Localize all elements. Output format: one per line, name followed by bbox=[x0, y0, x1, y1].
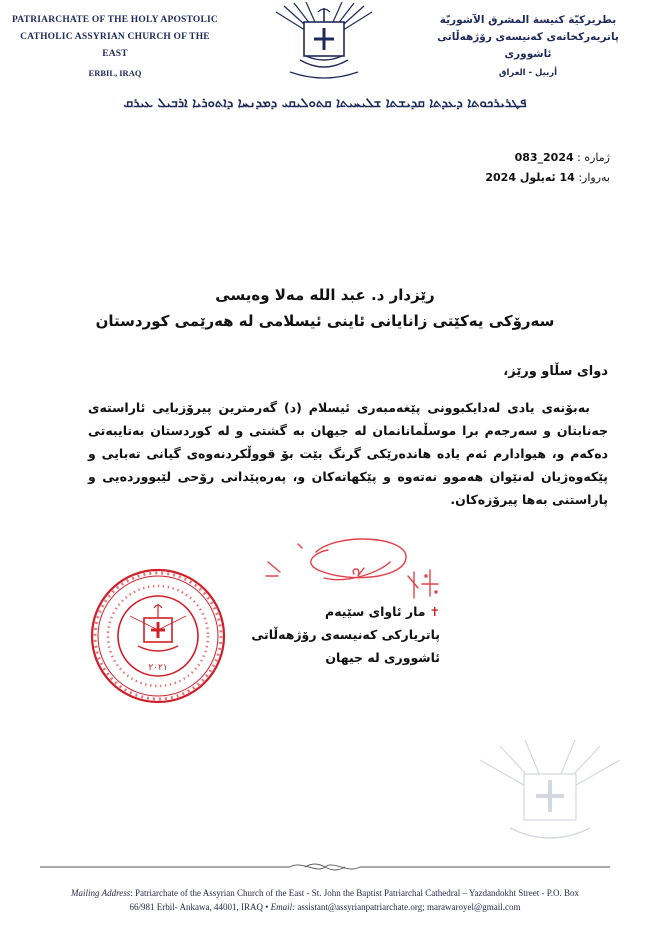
addressee-title: سەرۆکی یەکێتی زانایانی ئاینی ئیسلامی لە هەرێمی کوردستان bbox=[95, 312, 555, 330]
arabic-letterhead bbox=[418, 12, 638, 78]
reference-number-row bbox=[485, 148, 610, 168]
arabic-location: أربيل - العراق bbox=[498, 68, 558, 78]
reference-date-row bbox=[485, 168, 610, 188]
addressee-block bbox=[30, 282, 620, 334]
cross-icon: ✝ bbox=[429, 604, 440, 619]
greeting: دوای سڵاو ورێز، bbox=[503, 364, 608, 379]
reference-block bbox=[485, 148, 610, 188]
footer-divider bbox=[40, 860, 610, 874]
english-letterhead bbox=[10, 12, 220, 78]
signatory-name: مار ئاوای سێیەم bbox=[325, 604, 426, 619]
patriarchal-seal bbox=[88, 566, 228, 706]
addressee-name: رێزدار د. عبد الله مەلا وەیسی bbox=[215, 286, 435, 304]
seal-year: ٢٠٢١ bbox=[148, 663, 168, 673]
handwritten-signature bbox=[258, 532, 448, 604]
signatory-block bbox=[251, 600, 440, 669]
footer-line1 bbox=[20, 886, 630, 900]
patriarchate-emblem bbox=[270, 2, 378, 84]
watermark-emblem bbox=[470, 740, 630, 860]
mailing-address-label: Mailing Address bbox=[71, 888, 131, 898]
english-location: ERBIL, IRAQ bbox=[88, 68, 142, 78]
signatory-name-row bbox=[251, 600, 440, 623]
reference-date-label: بەروار: bbox=[578, 171, 610, 184]
reference-number-value: 2024_083 bbox=[514, 151, 574, 164]
english-title-line2: CATHOLIC ASSYRIAN CHURCH OF THE EAST bbox=[20, 32, 210, 59]
reference-date-value: 14 ئەیلول 2024 bbox=[485, 171, 575, 184]
english-title-line1: PATRIARCHATE OF THE HOLY APOSTOLIC bbox=[12, 15, 218, 25]
signatory-title-line2: ئاشووری لە جیهان bbox=[325, 650, 440, 665]
letter-body: بەبۆنەی یادی لەدایکبوونی پێغەمبەری ئیسلام (د) گەرمترین پیرۆزبایی ئاراستەی جەنابتان و سەرجەم برا موسڵمانانمان لە جیهان بە گشتی و لە کوردستان بەتایبەتی دەکەم و، هیوادارم ئەم یادە هاندەرێکی گرنگ بێت بۆ قووڵکردنەوەی گیانی تەبایی و پێکەوەژیان لەنێوان هەموو نەتەوە و پێکهاتەکان و، پەرەپێدانی رۆحی لێبووردەیی و پاراستنی بەها پیرۆزەکان. bbox=[88, 400, 608, 507]
footer-line2 bbox=[20, 900, 630, 914]
email-label: Email: bbox=[270, 902, 296, 912]
signatory-title-line1: پاتریارکی کەنیسەی رۆژهەڵاتی bbox=[251, 627, 440, 642]
mailing-address-city: 66/981 Erbil- Ankawa, 44001, IRAQ • bbox=[129, 902, 271, 912]
mailing-address-text: : Patriarchate of the Assyrian Church of the East - St. John the Baptist Patriarchal Cathedral – Yazdandokht Street - P.O. Box bbox=[130, 888, 579, 898]
reference-number-label: ژمارە : bbox=[577, 151, 610, 164]
footer-address bbox=[20, 886, 630, 914]
kurdish-title-line2: پاتریەرکخانەی کەنیسەی رۆژهەڵاتی ئاشووری bbox=[437, 31, 619, 60]
letterhead bbox=[0, 0, 650, 95]
arabic-title-line1: بطريركيّة كنيسة المشرق الآشوريّة bbox=[439, 14, 617, 26]
email-addresses[interactable]: assistant@assyrianpatriarchate.org; marawaroyel@gmail.com bbox=[295, 902, 521, 912]
syriac-title-line: ܦܛܪܝܪܟܘܬܐ ܕܥܕܬܐ ܩܕܝܫܬܐ ܫܠܝܚܝܬܐ ܩܬܘܠܝܩܝ ܕܡܕܢܚܐ ܕܐܬܘܪܝܐ ܐܪܒܝܠ ܥܝܪܩ bbox=[123, 96, 527, 111]
